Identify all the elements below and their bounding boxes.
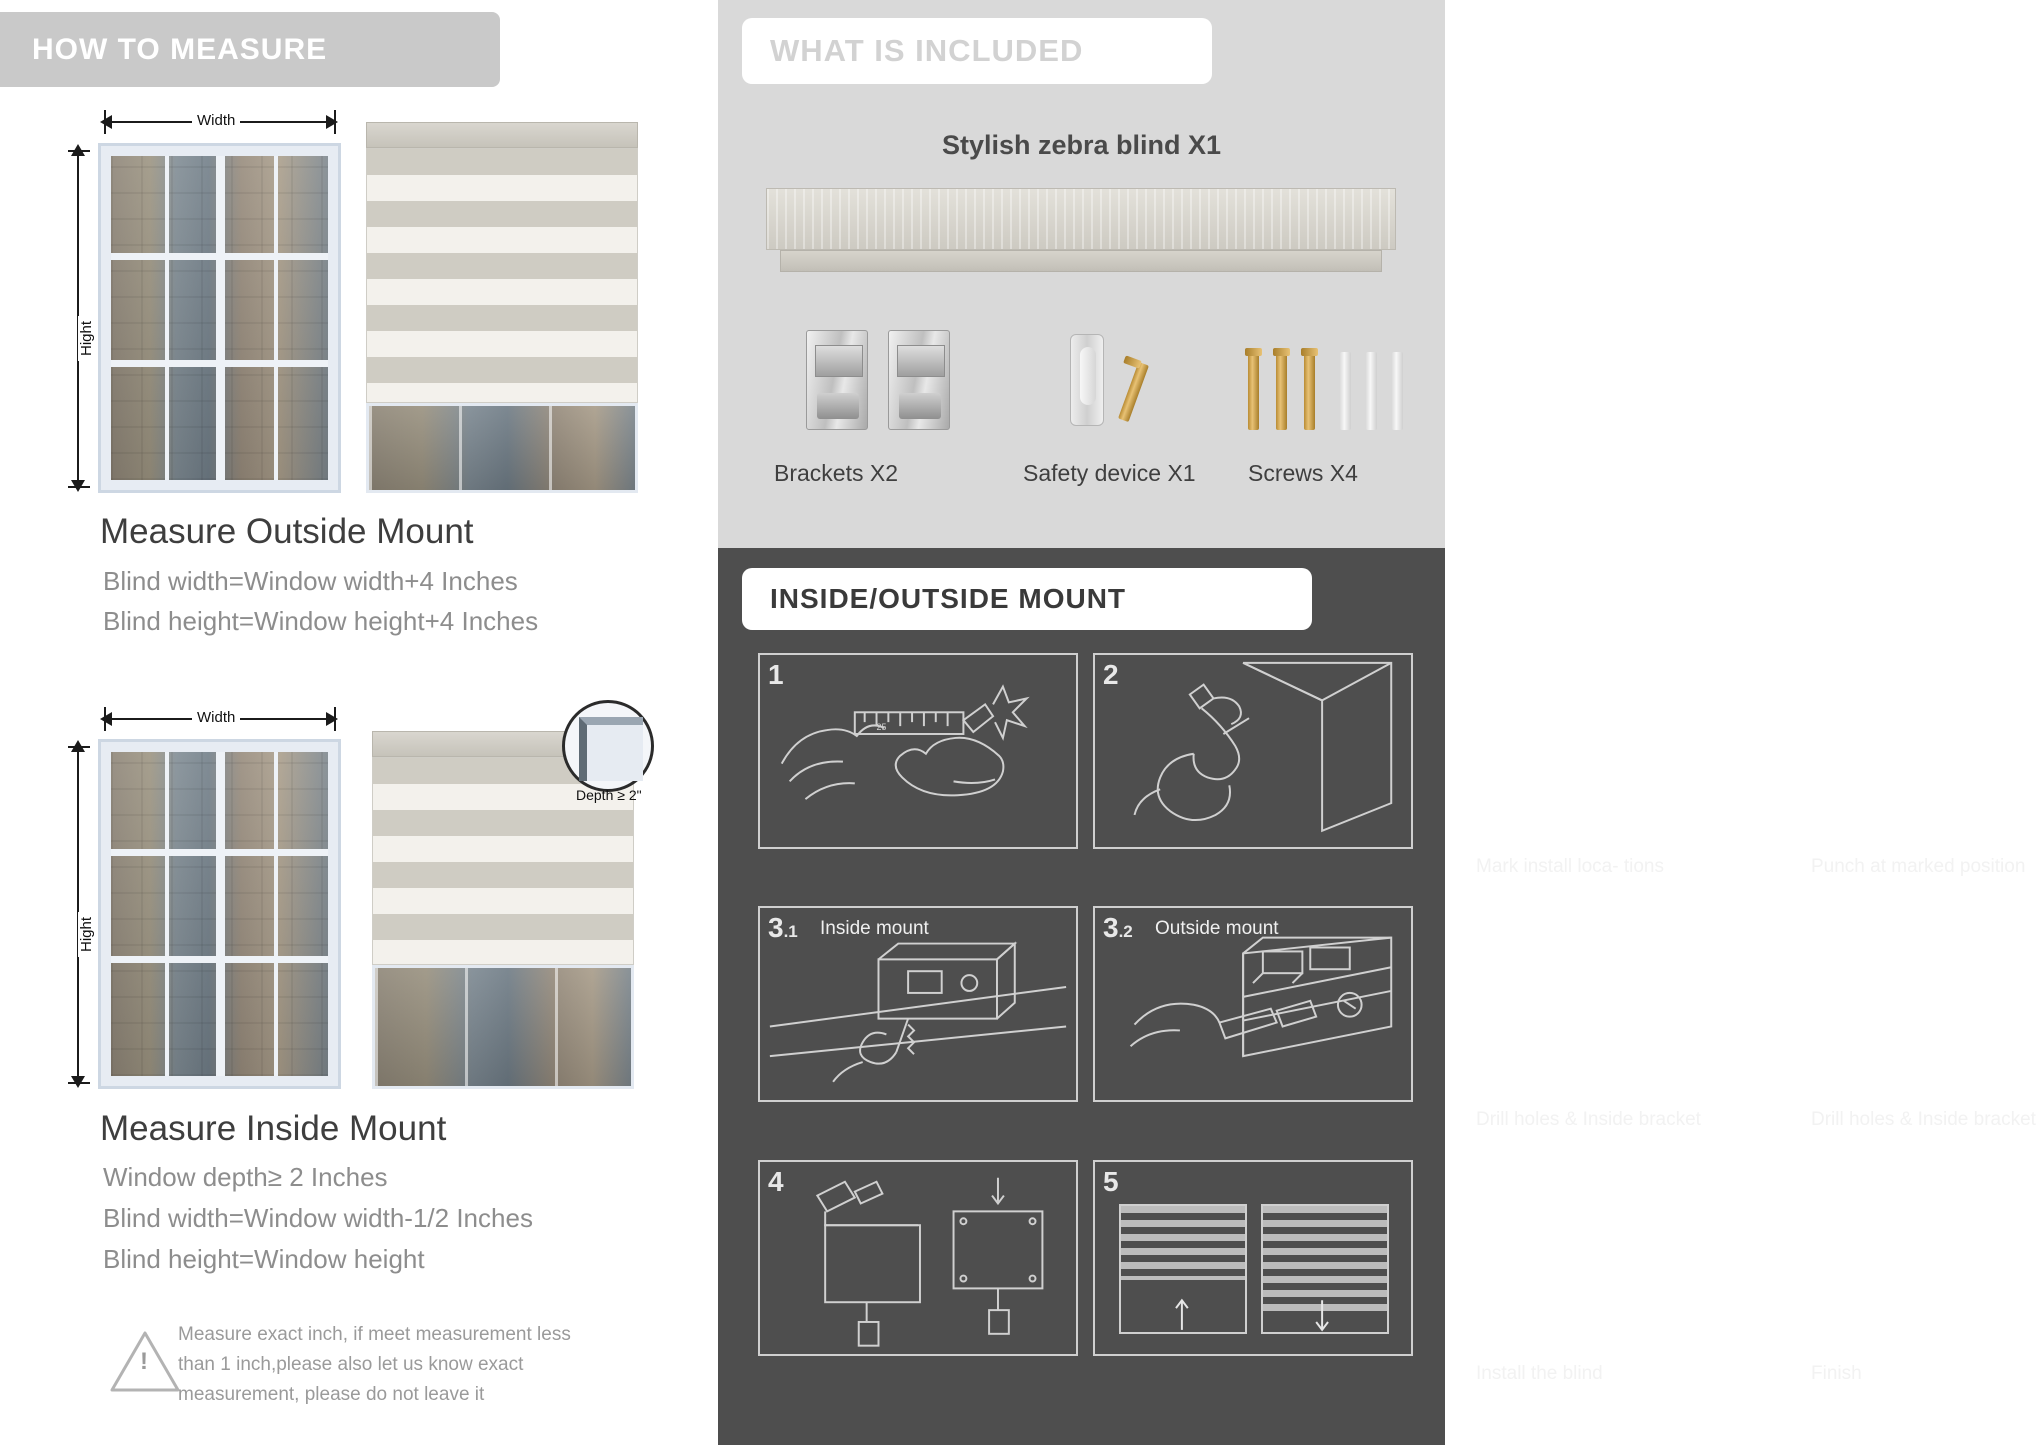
inside-outside-mount-panel	[718, 548, 2036, 1445]
window-mullion-horizontal-1	[111, 253, 328, 260]
outside-width-label: Width	[192, 112, 240, 129]
step-3-1-inline-label: Inside mount	[820, 918, 929, 939]
inside-mount-line-1: Window depth≥ 2 Inches	[103, 1162, 388, 1192]
screw-icon-1	[1248, 352, 1259, 430]
step-1-sketch	[760, 655, 1076, 849]
how-to-measure-panel	[0, 0, 712, 1445]
warning-block	[100, 1320, 660, 1430]
depth-label: Depth ≥ 2"	[576, 787, 642, 803]
step-5-number: 5	[1103, 1166, 1119, 1197]
outside-width-tick-left	[104, 110, 106, 134]
step-2-caption: Punch at marked position	[1811, 856, 2026, 877]
window-glass	[111, 752, 328, 1076]
outside-mount-window	[98, 143, 341, 493]
bracket-icon-2	[888, 330, 950, 430]
outside-width-arrow-left	[100, 115, 112, 129]
anchor-icon-1	[1340, 352, 1351, 430]
warning-line-3: measurement, please do not leave it	[178, 1384, 485, 1405]
inside-mount-title: Measure Inside Mount	[100, 1109, 447, 1148]
step-1-number: 1	[768, 659, 784, 690]
step-3-1-num-sub: .1	[783, 922, 798, 941]
window-mullion-horizontal-2	[111, 956, 328, 963]
depth-callout-circle	[562, 700, 654, 792]
blind-bottom-rail	[780, 250, 1382, 272]
screw-head-2	[1273, 348, 1290, 356]
step-3-1-sketch	[760, 908, 1076, 1102]
inside-width-label: Width	[192, 709, 240, 726]
step-3-2-num-sub: .2	[1118, 922, 1133, 941]
inside-height-label: Hight	[78, 912, 95, 957]
warning-line-1: Measure exact inch, if meet measurement less	[178, 1324, 571, 1345]
blind-window-below	[366, 403, 638, 493]
window-muntin-right	[274, 752, 278, 1076]
step-3-1-caption: Drill holes & Inside bracket	[1476, 1109, 1701, 1130]
what-is-included-banner: WHAT IS INCLUDED	[742, 18, 1212, 84]
window-muntin-left	[165, 752, 169, 1076]
window-mullion-vertical	[216, 156, 225, 480]
inside-height-tick-bottom	[68, 1082, 90, 1084]
outside-height-tick-bottom	[68, 486, 90, 488]
step-3-2-num-main: 3	[1103, 912, 1119, 943]
window-glass	[111, 156, 328, 480]
blind-window-below	[372, 965, 634, 1089]
included-blind-illustration	[766, 188, 1396, 288]
zebra-stripes	[367, 149, 637, 402]
included-parts-row	[758, 330, 1408, 510]
blind-fabric	[366, 148, 638, 403]
inside-width-tick-right	[334, 707, 336, 731]
step-4	[758, 1160, 1078, 1356]
step-5-caption: Finish	[1811, 1363, 1862, 1384]
step-2-number: 2	[1103, 659, 1119, 690]
step-3-1-num-main: 3	[768, 912, 784, 943]
step-1	[758, 653, 1078, 849]
step-3-2-sketch	[1095, 908, 1411, 1102]
safety-device-icon	[1070, 334, 1104, 426]
outside-height-label: Hight	[78, 316, 95, 361]
outside-mount-blind	[366, 122, 638, 493]
svg-text:25: 25	[876, 722, 887, 733]
inside-mount-line-3: Blind height=Window height	[103, 1244, 425, 1274]
step-3-2	[1093, 906, 1413, 1102]
screw-icon-2	[1276, 352, 1287, 430]
step-4-sketch	[760, 1162, 1076, 1356]
step-4-number: 4	[768, 1166, 784, 1197]
inside-outside-mount-banner: INSIDE/OUTSIDE MOUNT	[742, 568, 1312, 630]
step-1-caption: Mark install loca- tions	[1476, 856, 1664, 877]
step-5-arrows	[1095, 1162, 1411, 1356]
inside-width-arrow-right	[326, 712, 338, 726]
anchor-icon-2	[1366, 352, 1377, 430]
what-is-included-panel	[718, 0, 1445, 548]
outside-width-tick-right	[334, 110, 336, 134]
window-mullion-horizontal-1	[111, 849, 328, 856]
inside-height-tick-top	[68, 746, 90, 748]
anchor-icon-3	[1392, 352, 1403, 430]
outside-width-arrow-right	[326, 115, 338, 129]
step-3-2-caption: Drill holes & Inside bracket	[1811, 1109, 2036, 1130]
window-muntin-left	[165, 156, 169, 480]
screws-label: Screws X4	[1248, 460, 1358, 486]
step-2-sketch	[1095, 655, 1411, 849]
screw-head-single	[1123, 355, 1142, 368]
screw-head-1	[1245, 348, 1262, 356]
outside-mount-title: Measure Outside Mount	[100, 512, 474, 551]
outside-mount-line-2: Blind height=Window height+4 Inches	[103, 606, 539, 636]
window-mullion-vertical	[216, 752, 225, 1076]
brackets-label: Brackets X2	[774, 460, 898, 486]
inside-mount-line-2: Blind width=Window width-1/2 Inches	[103, 1203, 533, 1233]
step-3-2-inline-label: Outside mount	[1155, 918, 1279, 939]
outside-mount-line-1: Blind width=Window width+4 Inches	[103, 566, 518, 596]
blind-roll	[766, 188, 1396, 250]
warning-line-2: than 1 inch,please also let us know exact	[178, 1354, 524, 1375]
blind-headrail	[366, 122, 638, 148]
screw-head-3	[1301, 348, 1318, 356]
inside-width-tick-left	[104, 707, 106, 731]
warning-mark: !	[140, 1348, 148, 1375]
depth-callout-corner	[579, 717, 643, 781]
window-muntin-right	[274, 156, 278, 480]
inside-mount-window	[98, 739, 341, 1089]
step-5	[1093, 1160, 1413, 1356]
window-mullion-horizontal-2	[111, 360, 328, 367]
outside-height-tick-top	[68, 150, 90, 152]
step-2	[1093, 653, 1413, 849]
safety-device-label: Safety device X1	[1023, 460, 1196, 486]
screw-icon-3	[1304, 352, 1315, 430]
inside-width-arrow-left	[100, 712, 112, 726]
bracket-icon-1	[806, 330, 868, 430]
step-3-1	[758, 906, 1078, 1102]
included-main-item-label: Stylish zebra blind X1	[941, 130, 1222, 160]
screw-icon-single	[1118, 362, 1149, 422]
how-to-measure-banner: HOW TO MEASURE	[0, 12, 500, 87]
step-4-caption: Install the blind	[1476, 1363, 1603, 1384]
